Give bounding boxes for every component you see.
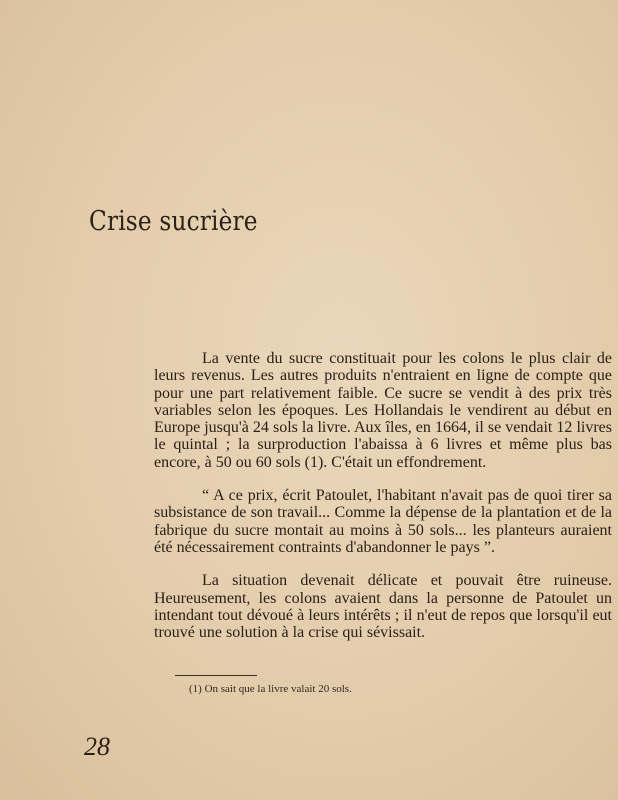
paragraph-1: La vente du sucre constituait pour les colons le plus clair de leurs revenus. Les autres produits n'entraient en ligne de compte que pour une part relativement faible. Ce sucre se vendit à des prix très variables selon les époques. Les Hollandais le vendirent au début en Europe jusqu'à 24 sols la livre. Aux îles, en 1664, il se vendait 12 livres le quintal ; la surproduction l'abaissa à 6 livres et même plus bas encore, à 50 ou 60 sols (1). C'était un effondrement. <box>154 350 612 471</box>
footnote: (1) On sait que la livre valait 20 sols. <box>189 683 352 695</box>
chapter-title: Crise sucrière <box>89 206 258 238</box>
footnote-divider <box>175 675 257 676</box>
paragraph-2: “ A ce prix, écrit Patoulet, l'habitant n'avait pas de quoi tirer sa subsistance de son travail... Comme la dépense de la plantation et de la fabrique du sucre montait au moins à 50 sols... les planteurs auraient été nécessairement contraints d'abandonner le pays ”. <box>154 487 612 556</box>
body-text <box>154 350 612 641</box>
page-number: 28 <box>84 732 110 761</box>
paragraph-3: La situation devenait délicate et pouvait être ruineuse. Heureusement, les colons avaient dans la personne de Patoulet un intendant tout dévoué à leurs intérêts ; il n'eut de repos que lorsqu'il eut trouvé une solution à la crise qui sévissait. <box>154 572 612 642</box>
